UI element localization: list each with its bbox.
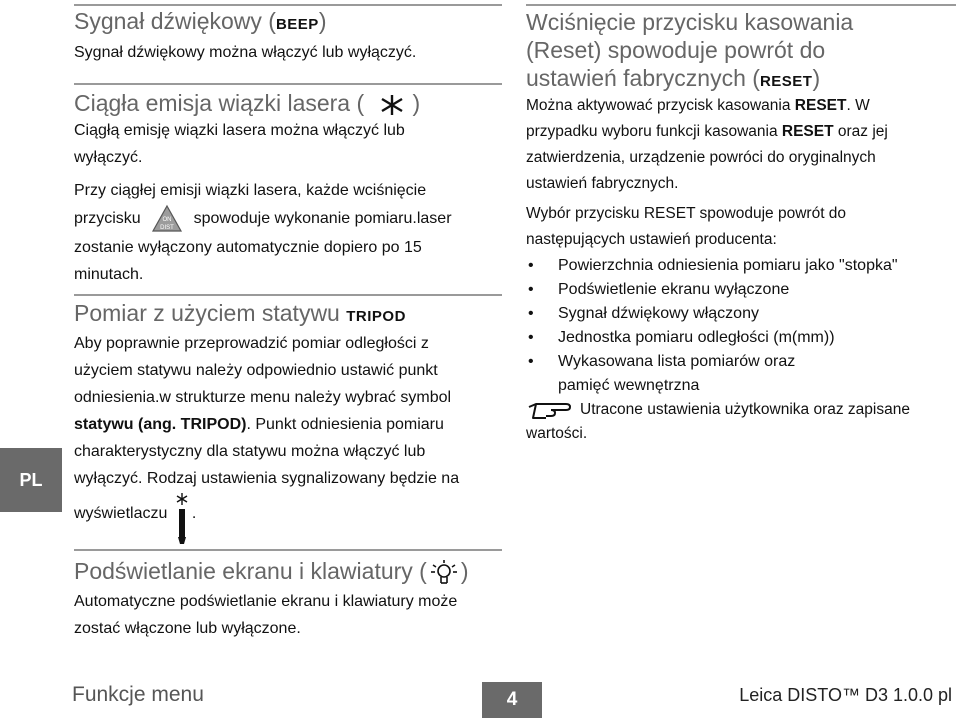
svg-text:DIST: DIST (160, 225, 174, 231)
beep-heading: Sygnał dźwiękowy (BEEP) (74, 8, 327, 34)
laser-heading: Ciągła emisja wiązki lasera ( ) (74, 90, 421, 116)
pointing-hand-icon (526, 398, 572, 422)
divider (526, 4, 956, 6)
list-item: • Podświetlenie ekranu wyłączone (526, 278, 956, 302)
on-dist-button-icon (150, 204, 184, 234)
footer-section-title: Funkcje menu (72, 683, 204, 706)
reset-heading: Wciśnięcie przycisku kasowania (Reset) spowoduje powrót do ustawień fabrycznych (RESET) (526, 9, 854, 91)
tripod-heading: Pomiar z użyciem statywu TRIPOD (74, 300, 406, 326)
list-item: • Powierzchnia odniesienia pomiaru jako "stopka" (526, 254, 956, 278)
laser-text: Ciągłą emisję wiązki lasera można włączyć lub wyłączyć. Przy ciągłej emisji wiązki lasera, każde wciśnięcie przycisku ON DIST spowoduje wykonanie pomiaru.laser zostanie wyłączony automatycznie dopiero po 15 minutach. (74, 122, 452, 283)
backlight-heading: Podświetlanie ekranu i klawiatury ( ) (74, 558, 469, 587)
tripod-text: Aby poprawnie przeprowadzić pomiar odległości z użyciem statywu należy odpowiednio ustawić punkt odniesienia.w strukturze menu należy wybrać symbol statywu (ang. TRIPOD). Punkt odniesienia pomiaru charakterystyczny dla statywu można włączyć lub wyłączyć. Rodzaj ustawienia sygnalizowany będzie na wyświetlaczu . (74, 330, 504, 546)
reset-note: Utracone ustawienia użytkownika oraz zapisane wartości. (526, 398, 956, 446)
reset-defaults-list (526, 254, 956, 398)
beep-text: Sygnał dźwiękowy można włączyć lub wyłączyć. (74, 44, 417, 61)
list-item: • Jednostka pomiaru odległości (m(mm)) (526, 326, 956, 350)
divider (74, 83, 502, 85)
divider (74, 549, 502, 551)
backlight-text: Automatyczne podświetlanie ekranu i klawiatury może zostać włączone lub wyłączone. (74, 593, 458, 637)
bulb-icon (429, 559, 459, 587)
footer-product-name: Leica DISTO™ D3 1.0.0 pl (739, 685, 952, 705)
divider (74, 4, 502, 6)
list-item: • Sygnał dźwiękowy włączony (526, 302, 956, 326)
language-label: PL (19, 469, 43, 490)
tripod-icon (175, 492, 189, 546)
laser-star-icon (379, 94, 405, 116)
language-tab (0, 448, 62, 512)
page-number: 4 (482, 682, 542, 718)
list-item: • Wykasowana lista pomiarów oraz pamięć wewnętrzna (526, 350, 956, 398)
svg-text:ON: ON (162, 217, 172, 223)
divider (74, 294, 502, 296)
reset-text: Można aktywować przycisk kasowania RESET. W przypadku wyboru funkcji kasowania RESET oraz jej zatwierdzenia, urządzenie powróci do oryginalnych ustawień fabrycznych. Wybór przycisku RESET spowoduje powrót do następujących ustawień producenta: (526, 97, 888, 248)
